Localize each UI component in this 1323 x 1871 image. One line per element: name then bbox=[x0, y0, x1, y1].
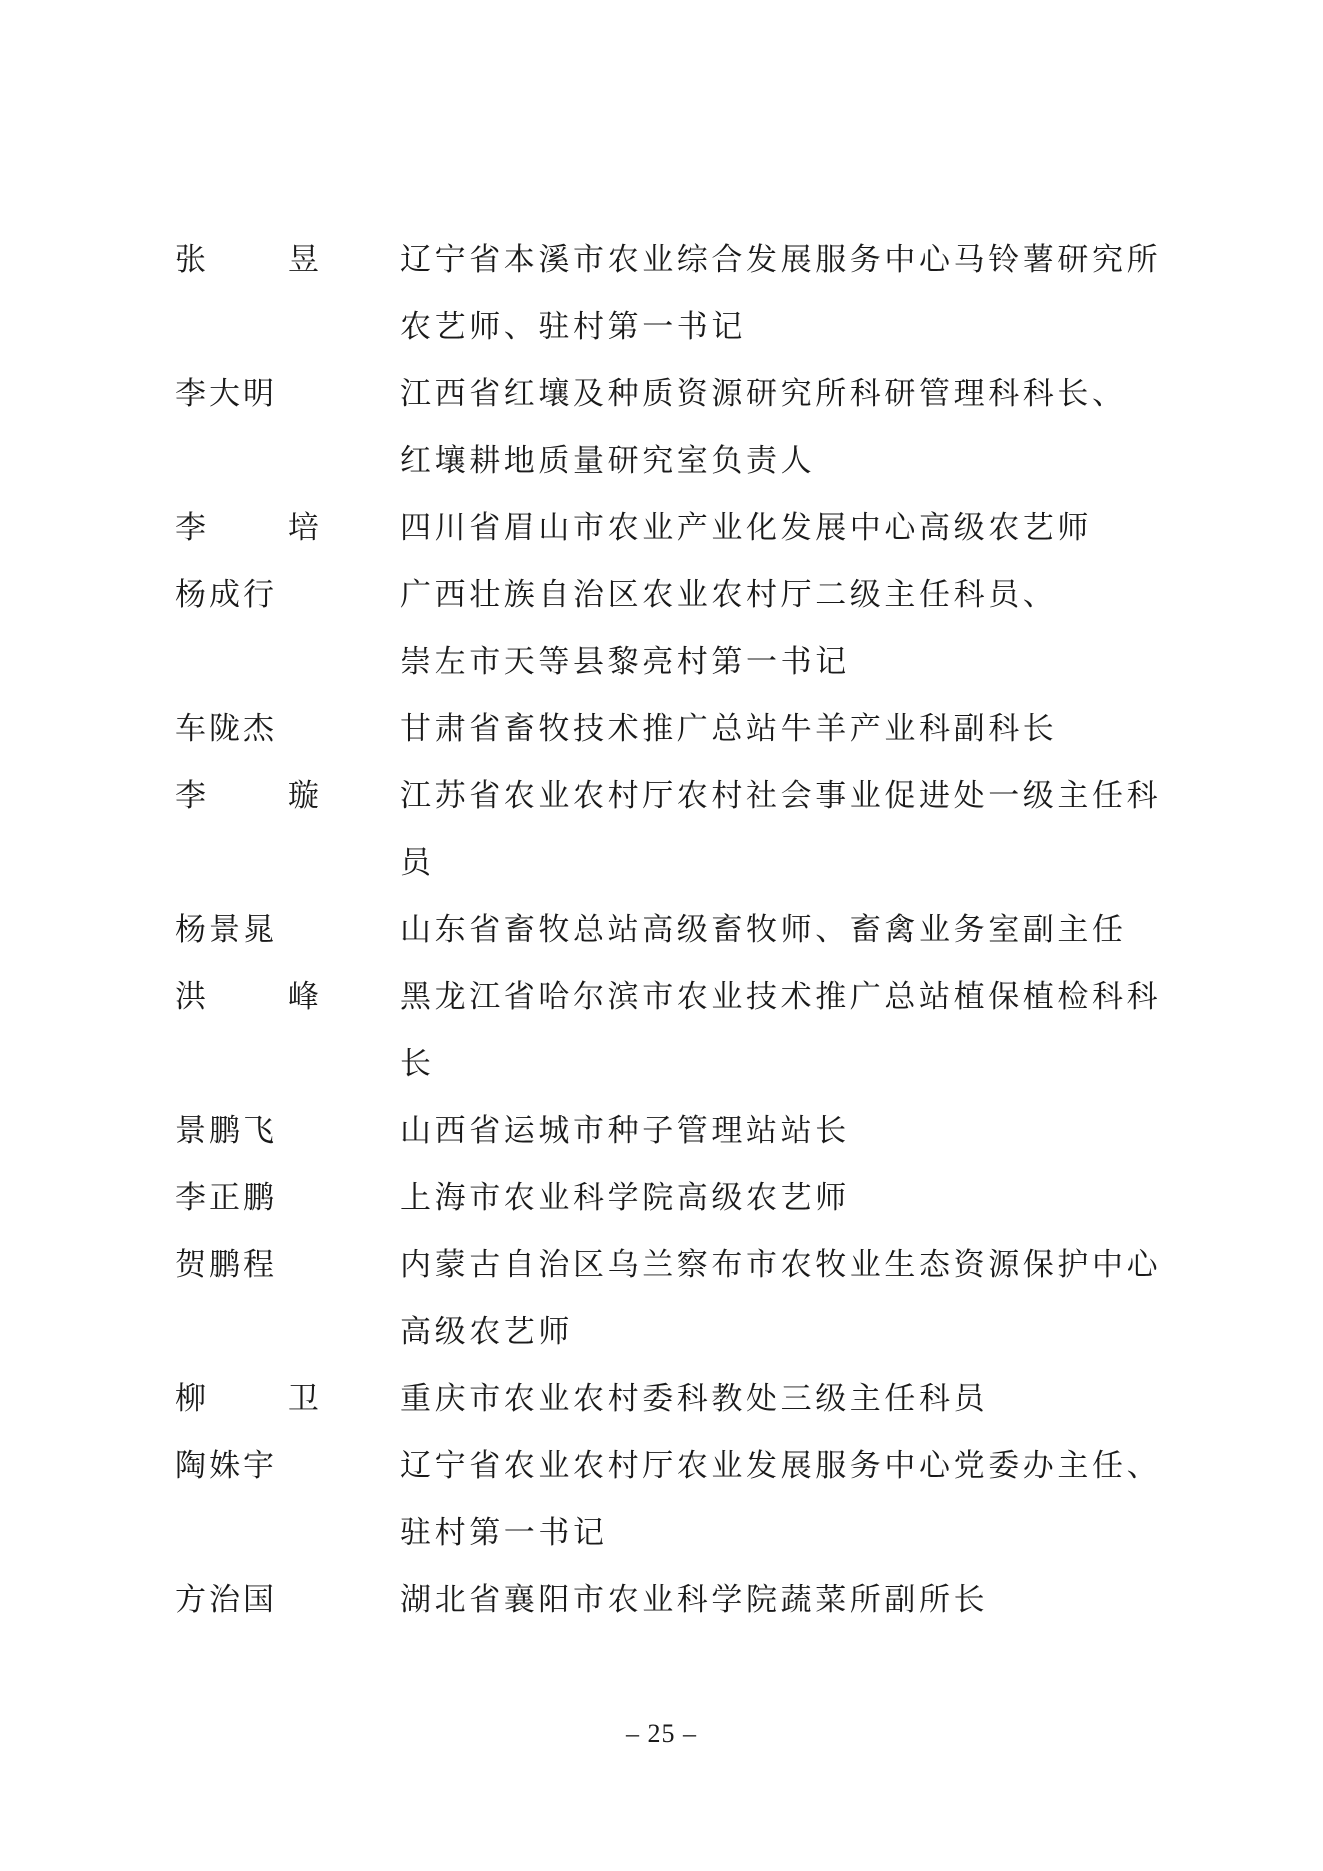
list-item bbox=[175, 696, 1175, 763]
person-title bbox=[400, 964, 1161, 1098]
person-name: 贺鹏程 bbox=[175, 1247, 277, 1283]
title-line: 员 bbox=[400, 845, 435, 881]
list-item bbox=[175, 562, 1175, 696]
list-item bbox=[175, 1232, 1175, 1366]
person-name: 陶姝宇 bbox=[175, 1448, 277, 1484]
title-line: 山西省运城市种子管理站站长 bbox=[400, 1113, 850, 1149]
person-name: 景鹏飞 bbox=[175, 1113, 277, 1149]
title-line: 江西省红壤及种质资源研究所科研管理科科长、 bbox=[400, 376, 1127, 412]
person-name: 车陇杰 bbox=[175, 711, 277, 747]
title-line: 江苏省农业农村厅农村社会事业促进处一级主任科 bbox=[400, 778, 1162, 814]
person-title bbox=[400, 1567, 1160, 1634]
title-line: 崇左市天等县黎亮村第一书记 bbox=[400, 644, 850, 680]
personnel-list bbox=[175, 227, 1175, 1634]
title-line: 四川省眉山市农业产业化发展中心高级农艺师 bbox=[400, 510, 1092, 546]
list-item bbox=[175, 1366, 1175, 1433]
list-item bbox=[175, 1433, 1175, 1567]
person-name: 杨景晁 bbox=[175, 912, 277, 948]
person-title bbox=[400, 1098, 1160, 1165]
list-item bbox=[175, 361, 1175, 495]
list-item bbox=[175, 1165, 1175, 1232]
list-item bbox=[175, 1567, 1175, 1634]
person-name: 李 璇 bbox=[175, 778, 355, 814]
title-line: 内蒙古自治区乌兰察布市农牧业生态资源保护中心 bbox=[400, 1247, 1162, 1283]
person-title bbox=[400, 1433, 1161, 1567]
title-line: 驻村第一书记 bbox=[400, 1515, 608, 1551]
title-line: 广西壮族自治区农业农村厅二级主任科员、 bbox=[400, 577, 1058, 613]
title-line: 辽宁省农业农村厅农业发展服务中心党委办主任、 bbox=[400, 1448, 1162, 1484]
person-name: 李正鹏 bbox=[175, 1180, 277, 1216]
person-name: 杨成行 bbox=[175, 577, 277, 613]
list-item bbox=[175, 495, 1175, 562]
list-item bbox=[175, 763, 1175, 897]
title-line: 山东省畜牧总站高级畜牧师、畜禽业务室副主任 bbox=[400, 912, 1127, 948]
person-title bbox=[400, 1232, 1161, 1366]
person-name: 张 昱 bbox=[175, 242, 355, 278]
person-title bbox=[400, 696, 1160, 763]
list-item bbox=[175, 964, 1175, 1098]
page-number: – 25 – bbox=[626, 1719, 697, 1748]
person-name: 柳 卫 bbox=[175, 1381, 355, 1417]
person-name: 洪 峰 bbox=[175, 979, 355, 1015]
person-title bbox=[400, 227, 1161, 361]
person-title bbox=[400, 562, 1160, 696]
title-line: 重庆市农业农村委科教处三级主任科员 bbox=[400, 1381, 989, 1417]
title-line: 上海市农业科学院高级农艺师 bbox=[400, 1180, 850, 1216]
title-line: 甘肃省畜牧技术推广总站牛羊产业科副科长 bbox=[400, 711, 1058, 747]
title-line: 农艺师、驻村第一书记 bbox=[400, 309, 746, 345]
person-title bbox=[400, 361, 1160, 495]
person-title bbox=[400, 763, 1161, 897]
person-title bbox=[400, 1366, 1160, 1433]
person-title bbox=[400, 495, 1160, 562]
person-name: 李 培 bbox=[175, 510, 355, 546]
title-line: 高级农艺师 bbox=[400, 1314, 573, 1350]
list-item bbox=[175, 227, 1175, 361]
title-line: 湖北省襄阳市农业科学院蔬菜所副所长 bbox=[400, 1582, 989, 1618]
person-name: 方治国 bbox=[175, 1582, 277, 1618]
title-line: 辽宁省本溪市农业综合发展服务中心马铃薯研究所 bbox=[400, 242, 1162, 278]
title-line: 黑龙江省哈尔滨市农业技术推广总站植保植检科科 bbox=[400, 979, 1162, 1015]
person-title bbox=[400, 1165, 1160, 1232]
list-item bbox=[175, 897, 1175, 964]
list-item bbox=[175, 1098, 1175, 1165]
person-title bbox=[400, 897, 1160, 964]
title-line: 红壤耕地质量研究室负责人 bbox=[400, 443, 816, 479]
person-name: 李大明 bbox=[175, 376, 277, 412]
title-line: 长 bbox=[400, 1046, 435, 1082]
